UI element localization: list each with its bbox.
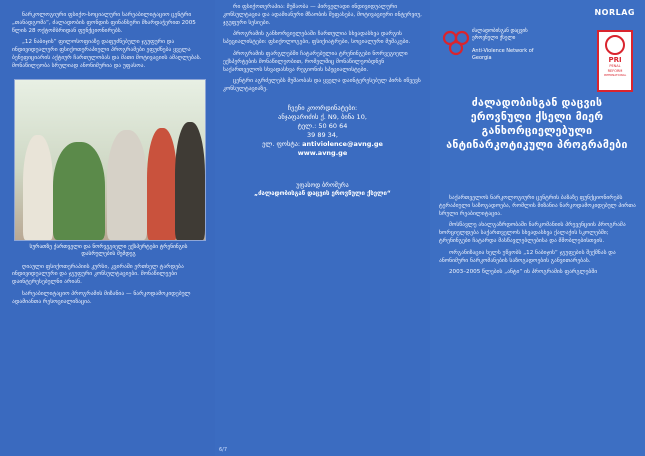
left-paragraph-2: „12 ნაბიჯის“ ფილოსოფიაზე დაფუძნებული ჯგუფური და ინდივიდუალური ფსიქოთერაპიული პროგრამები ეფუძნება ყველა ბენეფიციარის აქტიურ ჩართულობას და მათი მოტივაციის ამაღლებას. მონაწილეობა სრულიად ანონიმურია და უფასოა. [12,39,202,69]
contact-block [223,104,422,158]
phone-1: 50 60 64 [318,121,348,130]
person-figure [147,128,177,240]
contact-heading: ჩვენი კოორდინატები: [287,103,358,112]
avng-name-en: Anti-Violence Network of Georgia [472,48,534,61]
right-paragraph-1: საქართველოს ნარკოლოგიური ცენტრის ბაზაზე ფუნქციონირებს ტერაპიული საზოგადოება, რომლის მიზანია ნარკოდამოკიდებულ პირთა სრული რეაბილიტაცია. [439,195,636,217]
contact-phones [223,122,422,131]
left-paragraph-1: ნარკოლოგიური ფსიქო-სოციალური სარეაბილიტაციო ცენტრი „თანადგომა“, ძალადობის ფონდის ფინანსური მხარდაჭერით 2005 წლის 28 ოქტომბრიდან ფუნქციონირებს. [12,12,196,34]
left-text-lower [12,264,205,307]
avng-logo-ring [450,42,462,54]
phone-2: 39 89 34, [306,130,338,139]
person-figure [53,142,105,240]
mid-paragraph-1: რი ფსიქოთერაპია: მუშაობა — პირველადი ინდივიდუალური კონსულტაცია და ადამიანური მზაობის შეფასება, მოტივაციური ინტერვიუ, ჯგუფური სესიები. [223,4,422,26]
middle-text [223,4,422,94]
right-panel [430,0,645,456]
footer-block [223,182,422,198]
pri-logo-text: PRI [608,56,622,64]
pri-name-mid: REFORM [607,68,623,73]
norlag-logo: NORLAG [594,8,635,17]
pri-name-top: PENAL [609,64,621,68]
pri-name-bottom: INTERNATIONAL [603,73,627,77]
mid-paragraph-4: ცენტრი აგრძელებს მუშაობას და ყველა დაინტერესებულ პირს იწვევს კონსულტაციაზე. [223,78,421,93]
footer-heading: უფასოდ ბროშურა [296,181,349,189]
left-paragraph-3: ღიაული ფსიქოთერაპიის კურსი, კვირაში ერთხელ ტარდება ინდივიდუალური და ჯგუფური კონსულტაციები. მონაწილეები დაინტერესებულნი არიან. [12,263,184,286]
left-text [12,12,205,71]
contact-address: ანჯაფარიძის ქ. N9, ბინა 10, [278,112,367,121]
photo-caption: სურათზე ქართველი და ნორვეგიელი ექსპერტები ტრენინგის დასრულების შემდეგ [29,243,188,257]
pri-logo [597,30,633,92]
person-figure [107,130,147,240]
left-paragraph-4: სარეაბილიტაციო პროგრამის მიზანია — ნარკოდამოკიდებულ ადამიანთა რესოციალიზაცია. [12,290,191,305]
mid-paragraph-2: პროგრამის განხორციელებაში ჩართულია სხვადასხვა დარგის სპეციალისტები: ფსიქოლოგები, ფსიქიატრები, სოციალური მუშაკები. [223,31,411,46]
website-link[interactable]: www.avng.ge [297,148,348,157]
mid-paragraph-3: პროგრამის ფარგლებში ჩატარებულია ტრენინგები ნორვეგიელი ექსპერტების მონაწილეობით, რომელშიც მონაწილეობდნენ საქართველოს სხვადასხვა რეგიონის სპეციალისტები. [223,50,408,73]
right-text [439,195,636,281]
middle-panel [215,0,430,456]
contact-email-row [223,140,422,149]
person-figure [23,135,53,240]
brochure-headline: ძალადობისგან დაცვის ეროვნული ქსელი მიერ განხორციელებული ანტინარკოტიკული პროგრამები [446,97,628,151]
pri-logo-mark [605,35,625,55]
right-paragraph-3: ორგანიზაცია ხელს უწყობს „12 ნაბიჯის“ ჯგუფების შექმნას და ანონიმური ნარკომანების საზოგადოების განვითარებას. [439,249,616,264]
right-paragraph-4: 2003–2005 წლების „ანტი“ ის პროგრამის ფარგლებში [449,269,598,276]
person-figure [175,122,205,240]
avng-name-ka: ძალადობისგან დაცვის ეროვნული ქსელი [472,28,528,41]
left-panel [0,0,215,456]
footer-title: „ძალადობისგან დაცვის ეროვნული ქსელი“ [254,189,391,197]
group-photo [14,79,206,241]
email-label: ელ. ფოსტა: [262,139,301,148]
phone-label: ტელ.: [297,121,317,130]
page-number: 6/7 [219,447,228,453]
email-link[interactable]: antiviolence@avng.ge [302,139,383,148]
right-paragraph-2: მოსწავლე ახალგაზრდობაში ნარკომანიის პრევენციის პროგრამა ხორციელდება საქართველოს სხვადასხვა ქალაქის სკოლებში; ტრენინგები ჩატარდა მასწავლებლებისა და მშობლებისთვის. [439,222,626,244]
